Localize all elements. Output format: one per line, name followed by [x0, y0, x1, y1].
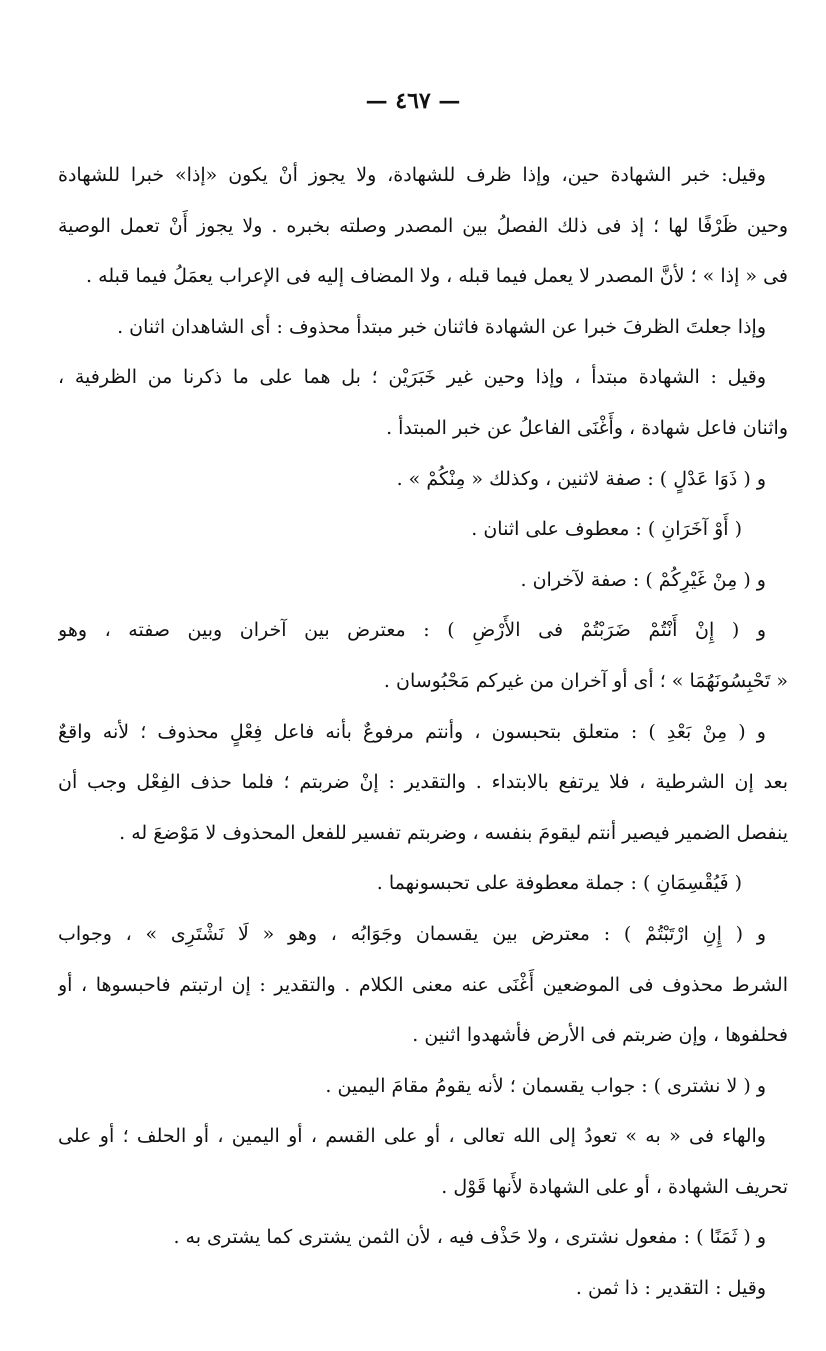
text-line: وقيل : التقدير : ذا ثمن .: [575, 1277, 766, 1300]
text-line: و ( إِنِ ارْتَبْتُمْ ) : معترض بين يقسمان وجَوَابُه ، وهو « لَا نَشْتَرِى » ، وجواب: [58, 922, 767, 945]
text-line: وقيل : الشهادة مبتدأ ، وإذا وحين غير خَبَرَيْن ؛ بل هما على ما ذكرنا من الظرفية ،: [58, 366, 766, 389]
text-line: وقيل: خبر الشهادة حين، وإذا ظرف للشهادة، ولا يجوز أنْ يكون «إذا» خبرا للشهادة: [58, 164, 766, 186]
text-line: ينفصل الضمير فيصير أنتم ليقومَ بنفسه ، وضربتم تفسير للفعل المحذوف لا مَوْضعَ له .: [119, 821, 788, 844]
text-line: ( أَوْ آخَرَانِ ) : معطوف على اثنان .: [471, 518, 742, 541]
text-line: ( فَيُقْسِمَانِ ) : جملة معطوفة على تحبسونهما .: [376, 872, 742, 895]
text-line: و ( لا نشترى ) : جواب يقسمان ؛ لأنه يقومُ مقامَ اليمين .: [325, 1074, 766, 1097]
page-number: — ٤٦٧ —: [365, 88, 461, 114]
text-line: و ( مِنْ غَيْرِكُمْ ) : صفة لآخران .: [520, 568, 766, 591]
text-line: وإذا جعلتَ الظرفَ خبرا عن الشهادة فاثنان خبر مبتدأ محذوف : أى الشاهدان اثنان .: [117, 315, 766, 338]
page-body-text: [58, 150, 788, 1314]
text-line: فحلفوها ، وإن ضربتم فى الأرض فأشهدوا اثنين .: [412, 1024, 788, 1047]
text-line: وحين ظَرْفًا لها ؛ إذ فى ذلك الفصلُ بين المصدر وصلته بخبره . ولا يجوز أَنْ تعمل الوصية: [58, 214, 788, 237]
text-line: و ( مِنْ بَعْدِ ) : متعلق بتحبسون ، وأنتم مرفوعٌ بأنه فاعل فِعْلٍ محذوف ؛ لأنه واقعٌ: [58, 720, 766, 743]
text-line: بعد إن الشرطية ، فلا يرتفع بالابتداء . والتقدير : إنْ ضربتم ؛ فلما حذف الفِعْل وجب أن: [58, 771, 788, 794]
text-line: تحريف الشهادة ، أو على الشهادة لأَنها قَوْل .: [441, 1175, 788, 1198]
text-line: فى « إذا » ؛ لأنَّ المصدر لا يعمل فيما قبله ، ولا المضاف إليه فى الإعراب يعمَلُ فيما قبله .: [86, 265, 788, 288]
text-line: و ( ذَوَا عَدْلٍ ) : صفة لاثنين ، وكذلك « مِنْكُمْ » .: [396, 467, 766, 490]
text-line: والهاء فى « به » تعودُ إلى الله تعالى ، أو على القسم ، أو اليمين ، أو الحلف ؛ أو على: [58, 1125, 766, 1148]
text-line: و ( ثَمَنًا ) : مفعول نشترى ، ولا حَذْف فيه ، لأن الثمن يشترى كما يشترى به .: [173, 1226, 766, 1249]
text-line: الشرط محذوف فى الموضعين أَغْنَى عنه معنى الكلام . والتقدير : إن ارتبتم فاحبسوها ، أو: [58, 973, 788, 996]
text-line: واثنان فاعل شهادة ، وأَغْنَى الفاعلُ عن خبر المبتدأ .: [386, 416, 788, 439]
text-line: و ( إِنْ أَنْتُمْ ضَرَبْتُمْ فى الأَرْضِ ) : معترض بين آخران وبين صفته ، وهو: [58, 619, 766, 642]
text-line: « تَحْبِسُونَهُمَا » ؛ أى أو آخران من غيركم مَحْبُوسان .: [383, 669, 788, 692]
